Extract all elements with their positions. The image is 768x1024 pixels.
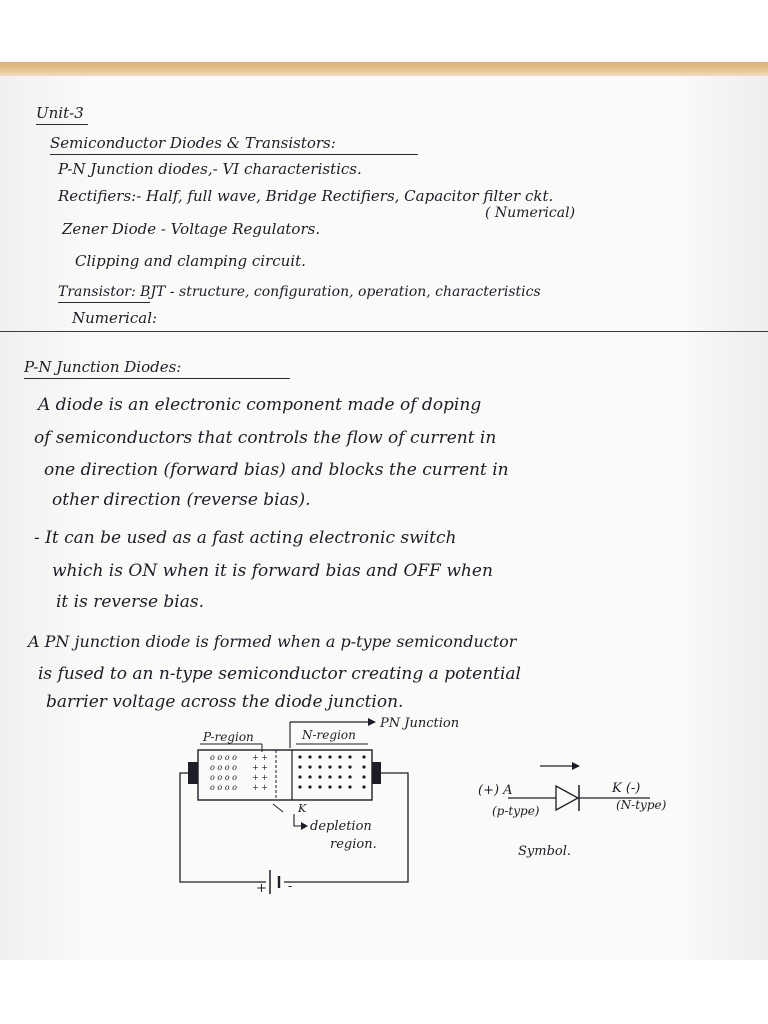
n-region-label: N-region bbox=[302, 728, 356, 742]
para2-line-3: it is reverse bias. bbox=[56, 592, 204, 612]
depletion-label: depletion bbox=[310, 819, 372, 834]
para1-line-1: A diode is an electronic component made of doping bbox=[38, 395, 482, 415]
cathode-terminal bbox=[372, 762, 381, 784]
para2-line-2: which is ON when it is forward bias and OFF when bbox=[52, 561, 493, 581]
section-heading: P-N Junction Diodes: bbox=[24, 358, 182, 376]
syllabus-line-1: P-N Junction diodes,- VI characteristics. bbox=[58, 160, 362, 178]
para3-line-1: A PN junction diode is formed when a p-type semiconductor bbox=[28, 632, 517, 651]
p-region-label: P-region bbox=[203, 730, 254, 744]
para3-line-2: is fused to an n-type semiconductor creating a potential bbox=[38, 664, 521, 684]
para1-line-2: of semiconductors that controls the flow of current in bbox=[34, 428, 497, 448]
syllabus-line-3: Zener Diode - Voltage Regulators. bbox=[62, 220, 321, 238]
svg-text:+ +: + + bbox=[252, 773, 268, 782]
depletion-label-2: region. bbox=[330, 837, 377, 852]
syllabus-line-2-note: ( Numerical) bbox=[485, 205, 576, 221]
p-region-holes bbox=[210, 753, 268, 792]
para1-line-3: one direction (forward bias) and blocks the current in bbox=[44, 460, 509, 480]
svg-text:o o o o: o o o o bbox=[210, 783, 237, 792]
syllabus-line-2: Rectifiers:- Half, full wave, Bridge Rectifiers, Capacitor filter ckt. bbox=[58, 187, 554, 205]
battery-minus: - bbox=[288, 879, 293, 894]
junction-label: PN Junction bbox=[380, 716, 460, 731]
symbol-caption: Symbol. bbox=[518, 844, 572, 859]
svg-text:o o o o: o o o o bbox=[210, 773, 237, 782]
para2-line-1: - It can be used as a fast acting electronic switch bbox=[34, 528, 457, 548]
syllabus-line-5: Transistor: BJT - structure, configuration, operation, characteristics bbox=[58, 284, 541, 300]
svg-text:+ +: + + bbox=[252, 753, 268, 762]
para3-line-3: barrier voltage across the diode junction. bbox=[46, 692, 404, 712]
svg-text:+ +: + + bbox=[252, 783, 268, 792]
svg-text:o o o o: o o o o bbox=[210, 763, 237, 772]
symbol-anode-type: (p-type) bbox=[492, 804, 540, 818]
symbol-cathode-type: (N-type) bbox=[616, 798, 667, 812]
svg-text:+ +: + + bbox=[252, 763, 268, 772]
n-region-electrons bbox=[298, 755, 365, 788]
symbol-anode-label: (+) A bbox=[478, 783, 513, 798]
symbol-cathode-label: K (-) bbox=[612, 781, 641, 796]
syllabus-line-6: Numerical: bbox=[72, 309, 158, 327]
svg-text:o o o o: o o o o bbox=[210, 753, 237, 762]
junction-pointer-arrowhead bbox=[368, 718, 376, 726]
battery-plus: + bbox=[256, 881, 267, 896]
unit-label: Unit-3 bbox=[36, 104, 84, 122]
syllabus-line-4: Clipping and clamping circuit. bbox=[75, 252, 306, 270]
header-title: Semiconductor Diodes & Transistors: bbox=[50, 134, 336, 152]
symbol-triangle bbox=[556, 786, 578, 810]
para1-line-4: other direction (reverse bias). bbox=[52, 490, 311, 510]
k-mark: K bbox=[298, 802, 307, 815]
anode-terminal bbox=[188, 762, 198, 784]
